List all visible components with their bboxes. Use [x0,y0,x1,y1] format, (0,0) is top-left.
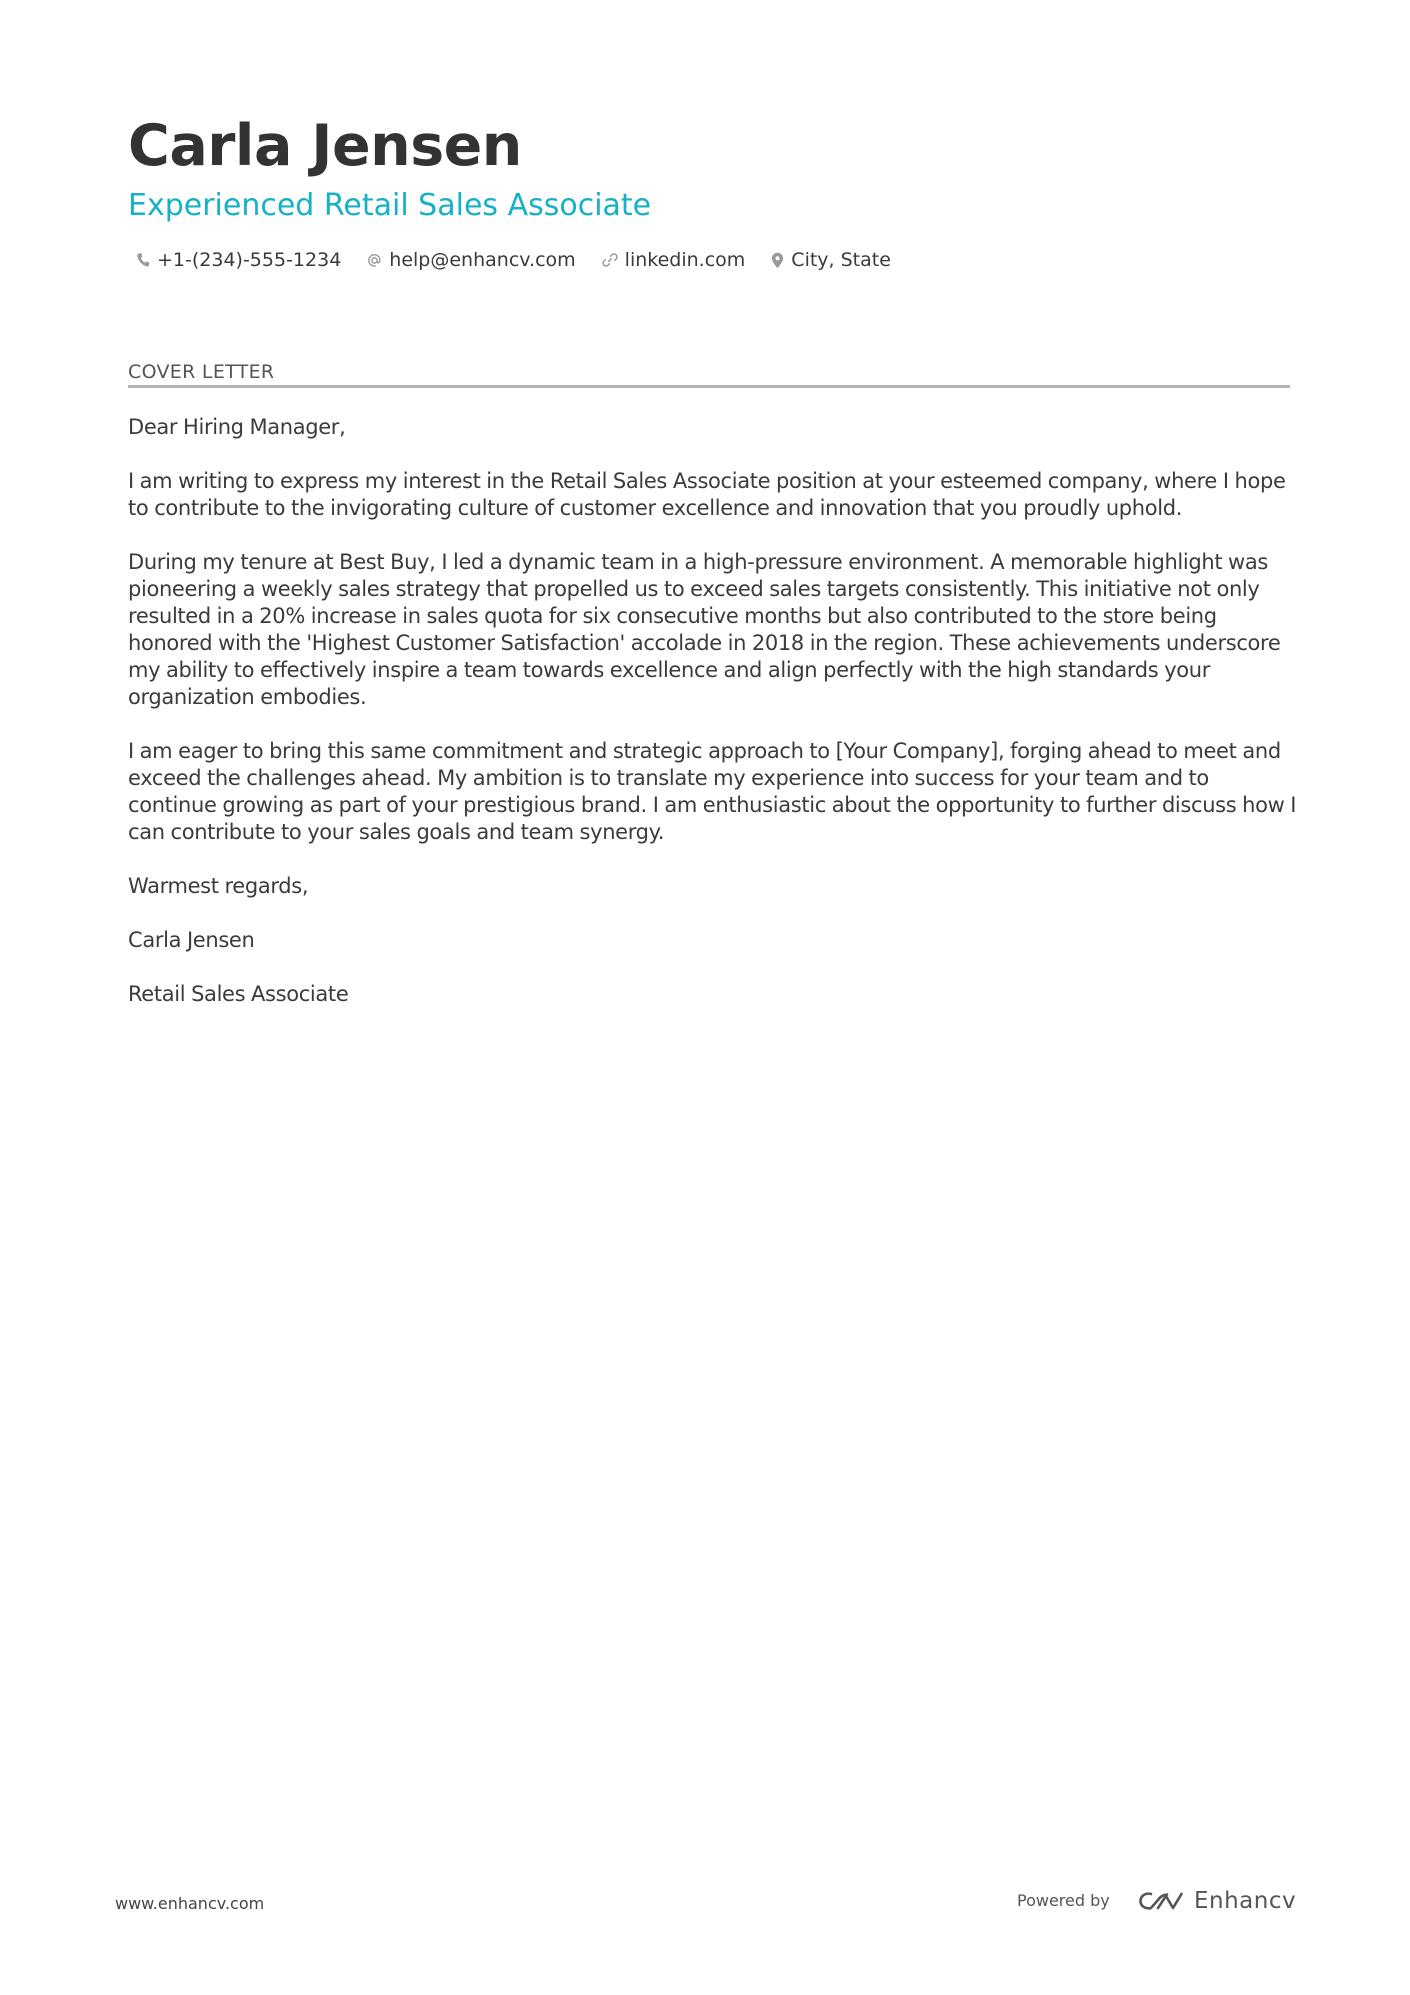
section-title: COVER LETTER [128,361,275,383]
contact-linkedin[interactable] [602,249,746,271]
contact-bar [136,246,891,274]
brand-name: Enhancv [1194,1888,1297,1914]
contact-email[interactable] [367,249,575,271]
contact-email-text: help@enhancv.com [389,249,576,271]
contact-location [771,249,891,271]
contact-linkedin-text: linkedin.com [624,249,746,271]
signature-name: Carla Jensen [128,928,255,952]
at-icon [367,253,382,268]
location-pin-icon [771,252,784,269]
letter-body [128,414,1298,1035]
letter-closing: Warmest regards, [128,874,309,898]
candidate-title: Experienced Retail Sales Associate [128,188,652,223]
link-icon [602,252,618,268]
letter-greeting: Dear Hiring Manager, [128,415,346,439]
contact-location-text: City, State [791,249,891,271]
phone-icon [136,252,150,268]
signature-title: Retail Sales Associate [128,982,349,1006]
candidate-name: Carla Jensen [128,113,522,179]
contact-phone-text: +1-(234)-555-1234 [157,249,342,271]
letter-paragraph: I am eager to bring this same commitment and strategic approach to [Your Company], forging ahead to meet and exceed the challenges ahead. My ambition is to translate my experience into success for your team and to continue growing as part of your prestigious brand. I am enthusiastic about the opportunity to further discuss how I can contribute to your sales goals and team synergy. [128,739,1297,844]
letter-paragraph: I am writing to express my interest in the Retail Sales Associate position at your esteemed company, where I hope to contribute to the invigorating culture of customer excellence and innovation that you proudly uphold. [128,469,1286,520]
enhancv-logo-icon [1138,1889,1184,1913]
contact-phone[interactable] [136,249,341,271]
brand-logo[interactable] [1138,1885,1296,1917]
letter-paragraph: During my tenure at Best Buy, I led a dynamic team in a high-pressure environment. A memorable highlight was pioneering a weekly sales strategy that propelled us to exceed sales targets consistently. This initiative not only resulted in a 20% increase in sales quota for six consecutive months but also contributed to the store being honored with the 'Highest Customer Satisfaction' accolade in 2018 in the region. These achievements underscore my ability to effectively inspire a team towards excellence and align perfectly with the high standards your organization embodies. [128,550,1281,709]
powered-by-label: Powered by [1017,1891,1110,1910]
footer-website-link[interactable]: www.enhancv.com [115,1894,265,1913]
section-divider [128,385,1290,388]
